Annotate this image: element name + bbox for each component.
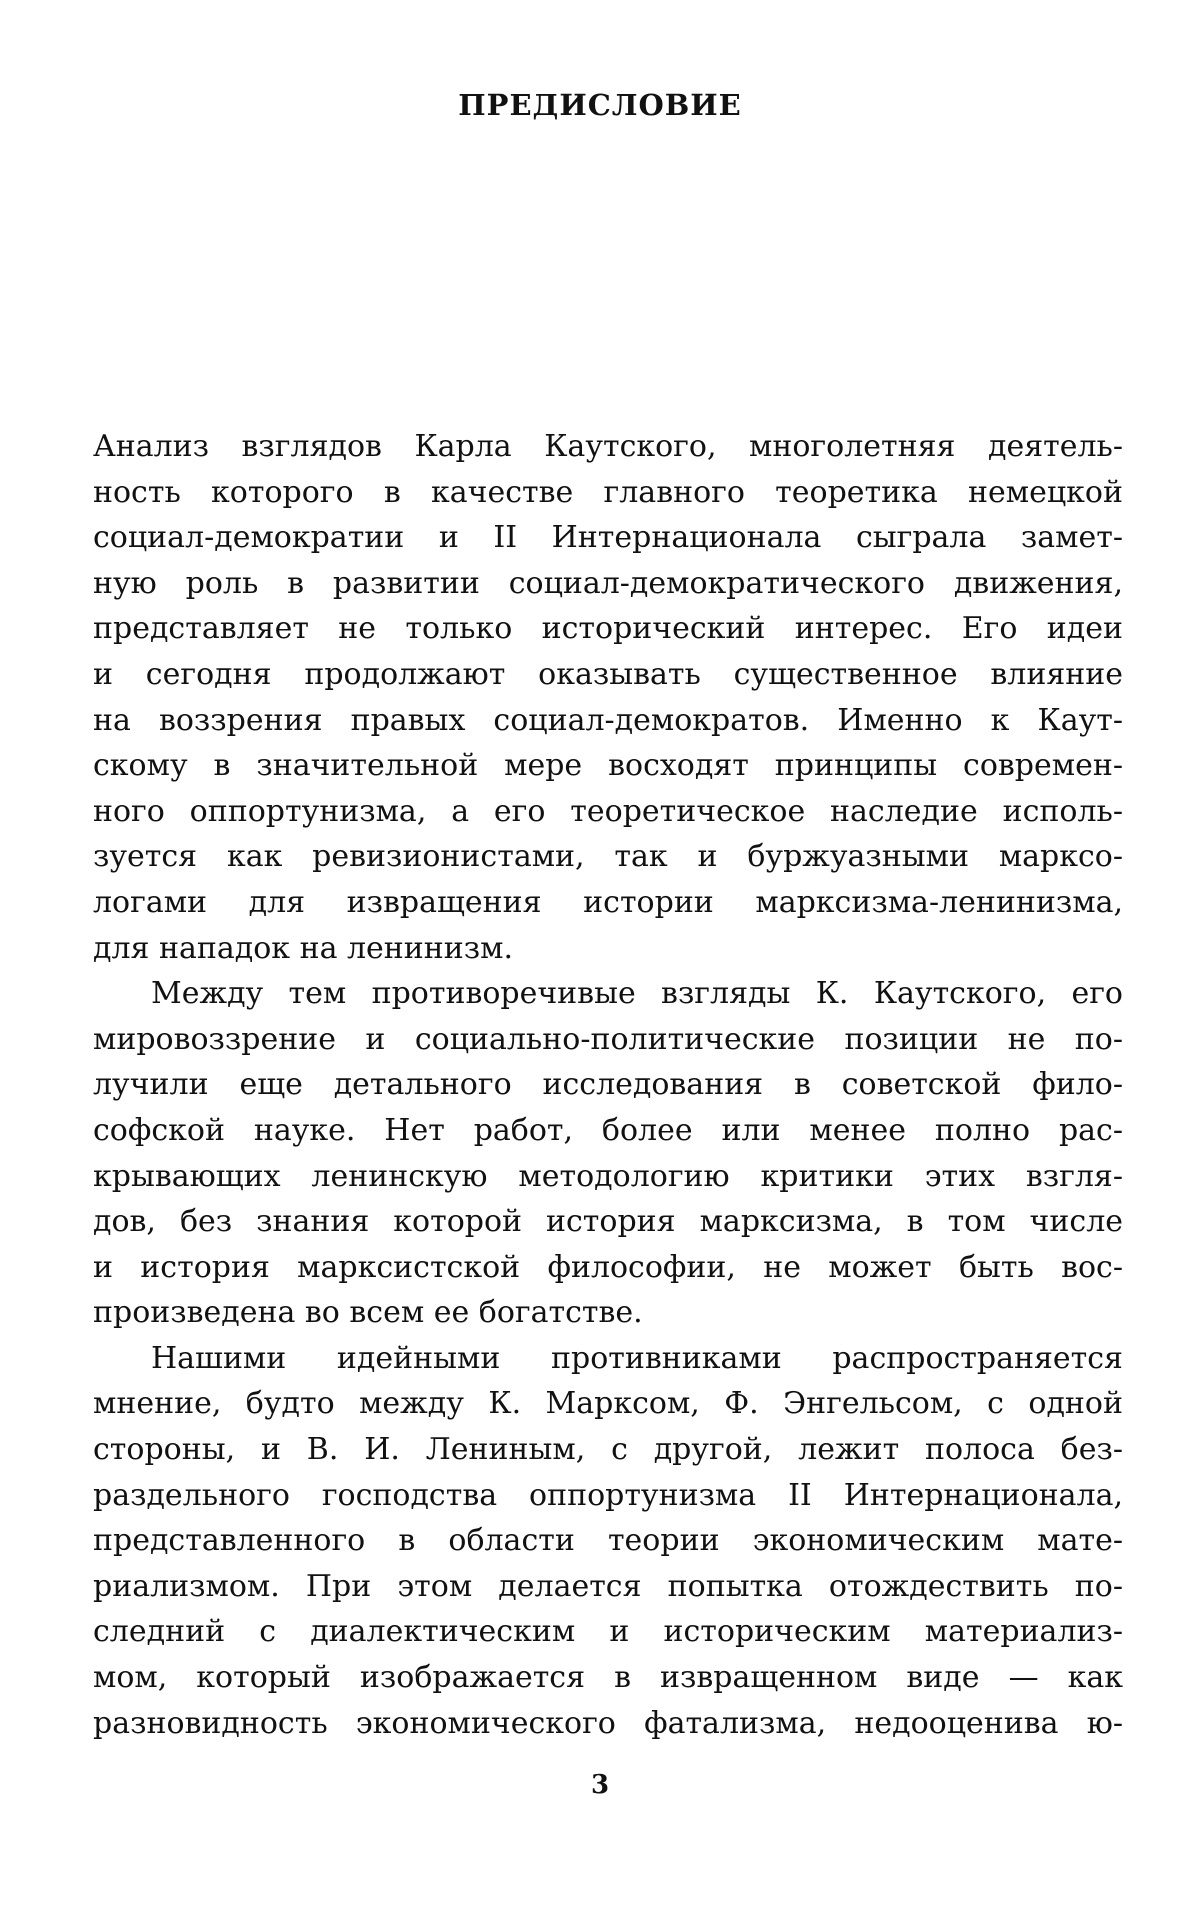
text-line: и сегодня продолжают оказывать существенное влияние	[93, 656, 1123, 692]
text-line: скому в значительной мере восходят принципы современ-	[93, 748, 1123, 784]
text-line: стороны, и В. И. Лениным, с другой, лежит полоса без-	[93, 1432, 1123, 1468]
text-line: Между тем противоречивые взгляды К. Каутского, его	[151, 976, 1123, 1012]
page-heading: ПРЕДИСЛОВИЕ	[458, 88, 742, 122]
text-line: мировоззрение и социально-политические позиции не по-	[93, 1021, 1123, 1057]
text-line: риализмом. При этом делается попытка отождествить по-	[93, 1568, 1123, 1604]
text-line: ность которого в качестве главного теоретика немецкой	[93, 474, 1123, 510]
text-line: следний с диалектическим и историческим материализ-	[93, 1614, 1123, 1650]
text-line: ную роль в развитии социал-демократического движения,	[93, 565, 1123, 601]
text-line: Анализ взглядов Карла Каутского, многолетняя деятель-	[93, 429, 1123, 464]
text-line: логами для извращения истории марксизма-ленинизма,	[93, 884, 1123, 920]
text-line: зуется как ревизионистами, так и буржуазными марксо-	[93, 839, 1123, 875]
text-line: раздельного господства оппортунизма II Интернационала,	[93, 1477, 1123, 1513]
text-line: Нашими идейными противниками распространяется	[151, 1340, 1123, 1376]
paragraph-2	[93, 971, 1123, 1336]
text-line: мом, который изображается в извращенном виде — как	[93, 1660, 1123, 1696]
paragraph-3	[93, 1336, 1123, 1746]
text-line: разновидность экономического фатализма, недооценива ю-	[93, 1705, 1123, 1741]
text-line: и история марксистской философии, не может быть вос-	[93, 1249, 1123, 1285]
text-line: лучили еще детального исследования в советской фило-	[93, 1067, 1123, 1103]
text-line: социал-демократии и II Интернационала сыграла замет-	[93, 520, 1123, 556]
page-number: 3	[590, 1770, 610, 1800]
body-text	[93, 424, 1123, 1746]
text-line: мнение, будто между К. Марксом, Ф. Энгельсом, с одной	[93, 1386, 1123, 1422]
text-line: на воззрения правых социал-демократов. Именно к Каут-	[93, 702, 1123, 738]
text-line: ного оппортунизма, а его теоретическое наследие исполь-	[93, 793, 1123, 829]
text-line: дов, без знания которой история марксизма, в том числе	[93, 1204, 1123, 1240]
text-line: представляет не только исторический интерес. Его идеи	[93, 611, 1123, 647]
text-line: представленного в области теории экономическим мате-	[93, 1523, 1123, 1559]
text-line: крывающих ленинскую методологию критики этих взгля-	[93, 1158, 1123, 1194]
text-line: произведена во всем ее богатстве.	[93, 1295, 643, 1331]
paragraph-1	[93, 424, 1123, 971]
text-line: софской науке. Нет работ, более или менее полно рас-	[93, 1112, 1123, 1148]
text-line: для нападок на ленинизм.	[93, 930, 514, 966]
